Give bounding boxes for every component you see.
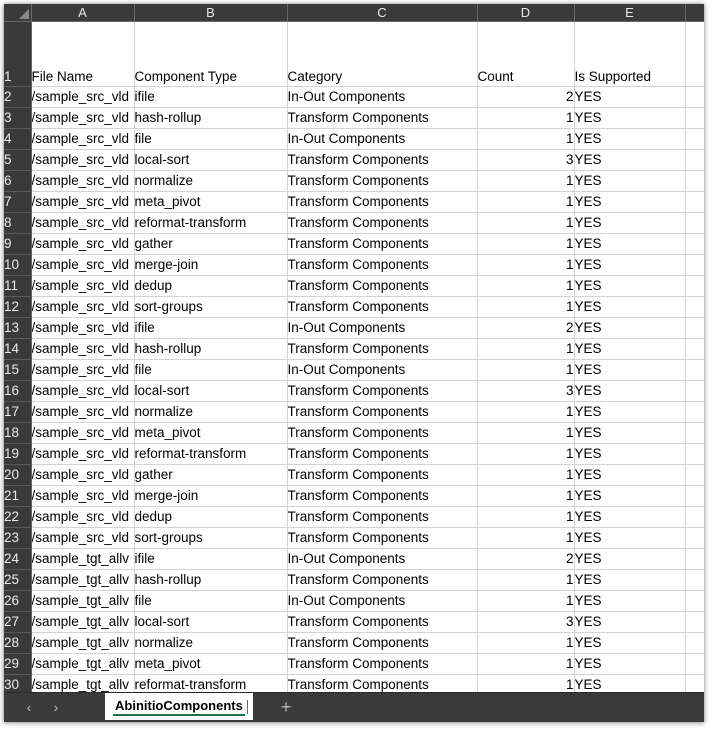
cell-count[interactable]: 1 bbox=[477, 422, 574, 443]
cell-component-type[interactable]: normalize bbox=[134, 632, 287, 653]
spreadsheet-window bbox=[4, 4, 704, 722]
cell-count[interactable]: 1 bbox=[477, 632, 574, 653]
cell-empty[interactable] bbox=[685, 296, 704, 317]
cell-empty[interactable] bbox=[685, 674, 704, 692]
row-header[interactable]: 22 bbox=[4, 506, 31, 527]
cell-count[interactable]: 2 bbox=[477, 86, 574, 107]
active-tab-indicator bbox=[113, 714, 245, 716]
cell-empty[interactable] bbox=[685, 611, 704, 632]
cell-component-type[interactable]: hash-rollup bbox=[134, 338, 287, 359]
table-row bbox=[4, 359, 704, 380]
row-header[interactable]: 13 bbox=[4, 317, 31, 338]
cell-empty[interactable] bbox=[685, 86, 704, 107]
cell-is-supported[interactable]: YES bbox=[574, 107, 685, 128]
cell-file-name[interactable]: /sample_src_vld bbox=[31, 380, 134, 401]
cell-category[interactable]: Transform Components bbox=[287, 254, 477, 275]
cell-file-name[interactable]: /sample_tgt_allv bbox=[31, 674, 134, 692]
row-header[interactable]: 27 bbox=[4, 611, 31, 632]
cell-component-type[interactable]: sort-groups bbox=[134, 527, 287, 548]
table-row bbox=[4, 569, 704, 590]
row-header[interactable]: 21 bbox=[4, 485, 31, 506]
table-row bbox=[4, 233, 704, 254]
cell-category[interactable]: In-Out Components bbox=[287, 86, 477, 107]
table-row bbox=[4, 86, 704, 107]
cell-is-supported[interactable]: YES bbox=[574, 254, 685, 275]
table-row bbox=[4, 317, 704, 338]
cell-empty[interactable] bbox=[685, 485, 704, 506]
table-row bbox=[4, 401, 704, 422]
header-row bbox=[4, 21, 704, 86]
cell-is-supported[interactable]: YES bbox=[574, 317, 685, 338]
row-header[interactable]: 23 bbox=[4, 527, 31, 548]
cell-component-type[interactable]: dedup bbox=[134, 506, 287, 527]
column-header-f[interactable] bbox=[685, 4, 704, 21]
cell-is-supported[interactable]: YES bbox=[574, 632, 685, 653]
cell-count[interactable]: 1 bbox=[477, 296, 574, 317]
cell-empty[interactable] bbox=[685, 254, 704, 275]
row-header[interactable]: 12 bbox=[4, 296, 31, 317]
cell-file-name[interactable]: /sample_src_vld bbox=[31, 338, 134, 359]
cell-category[interactable]: Transform Components bbox=[287, 485, 477, 506]
cell-component-type[interactable]: ifile bbox=[134, 548, 287, 569]
cell-count-header[interactable]: Count bbox=[477, 21, 574, 86]
cell-component-type[interactable]: normalize bbox=[134, 401, 287, 422]
cell-component-type-header[interactable]: Component Type bbox=[134, 21, 287, 86]
cell-file-name[interactable]: /sample_src_vld bbox=[31, 506, 134, 527]
table-row bbox=[4, 380, 704, 401]
cell-category[interactable]: In-Out Components bbox=[287, 359, 477, 380]
cell-category[interactable]: Transform Components bbox=[287, 611, 477, 632]
cell-is-supported[interactable]: YES bbox=[574, 674, 685, 692]
cell-empty[interactable] bbox=[685, 632, 704, 653]
row-header[interactable]: 17 bbox=[4, 401, 31, 422]
cell-file-name[interactable]: /sample_src_vld bbox=[31, 401, 134, 422]
cell-count[interactable]: 2 bbox=[477, 548, 574, 569]
cell-category[interactable]: Transform Components bbox=[287, 569, 477, 590]
cell-file-name[interactable]: /sample_src_vld bbox=[31, 212, 134, 233]
cell-component-type[interactable]: gather bbox=[134, 464, 287, 485]
cell-component-type[interactable]: meta_pivot bbox=[134, 191, 287, 212]
cell-empty[interactable] bbox=[685, 653, 704, 674]
cell-category[interactable]: Transform Components bbox=[287, 170, 477, 191]
chevron-left-icon[interactable]: ‹ bbox=[26, 699, 32, 715]
table-row bbox=[4, 506, 704, 527]
cell-category[interactable]: Transform Components bbox=[287, 212, 477, 233]
cell-is-supported[interactable]: YES bbox=[574, 338, 685, 359]
cell-component-type[interactable]: sort-groups bbox=[134, 296, 287, 317]
cell-empty[interactable] bbox=[685, 170, 704, 191]
cell-category[interactable]: Transform Components bbox=[287, 107, 477, 128]
cell-empty[interactable] bbox=[685, 506, 704, 527]
cell-component-type[interactable]: reformat-transform bbox=[134, 674, 287, 692]
cell-empty[interactable] bbox=[685, 338, 704, 359]
cell-is-supported[interactable]: YES bbox=[574, 86, 685, 107]
row-header[interactable]: 10 bbox=[4, 254, 31, 275]
cell-file-name[interactable]: /sample_src_vld bbox=[31, 359, 134, 380]
cell-file-name[interactable]: /sample_src_vld bbox=[31, 464, 134, 485]
column-header-c[interactable]: C bbox=[287, 4, 477, 21]
add-sheet-icon[interactable]: + bbox=[280, 697, 292, 717]
cell-category[interactable]: Transform Components bbox=[287, 506, 477, 527]
cell-component-type[interactable]: merge-join bbox=[134, 254, 287, 275]
cell-count[interactable]: 2 bbox=[477, 317, 574, 338]
cell-is-supported[interactable]: YES bbox=[574, 275, 685, 296]
cell-empty[interactable] bbox=[685, 107, 704, 128]
cell-is-supported[interactable]: YES bbox=[574, 191, 685, 212]
cell-category[interactable]: Transform Components bbox=[287, 296, 477, 317]
cell-count[interactable]: 1 bbox=[477, 233, 574, 254]
cell-file-name[interactable]: /sample_tgt_allv bbox=[31, 653, 134, 674]
cell-count[interactable]: 1 bbox=[477, 275, 574, 296]
row-header[interactable]: 18 bbox=[4, 422, 31, 443]
row-header[interactable]: 8 bbox=[4, 212, 31, 233]
row-header[interactable]: 16 bbox=[4, 380, 31, 401]
cell-category[interactable]: Transform Components bbox=[287, 149, 477, 170]
cell-empty[interactable] bbox=[685, 233, 704, 254]
cell-file-name[interactable]: /sample_tgt_allv bbox=[31, 590, 134, 611]
cell-file-name[interactable]: /sample_src_vld bbox=[31, 233, 134, 254]
cell-category-header[interactable]: Category bbox=[287, 21, 477, 86]
cell-count[interactable]: 1 bbox=[477, 338, 574, 359]
cell-category[interactable]: In-Out Components bbox=[287, 128, 477, 149]
cell-component-type[interactable]: hash-rollup bbox=[134, 107, 287, 128]
table-row bbox=[4, 611, 704, 632]
cell-is-supported[interactable]: YES bbox=[574, 569, 685, 590]
cell-count[interactable]: 3 bbox=[477, 611, 574, 632]
cell-empty[interactable] bbox=[685, 317, 704, 338]
cell-file-name[interactable]: /sample_tgt_allv bbox=[31, 632, 134, 653]
grid-area[interactable] bbox=[4, 4, 704, 692]
cell-empty[interactable] bbox=[685, 527, 704, 548]
row-header[interactable]: 11 bbox=[4, 275, 31, 296]
cell-is-supported[interactable]: YES bbox=[574, 149, 685, 170]
row-header[interactable]: 4 bbox=[4, 128, 31, 149]
cell-file-name[interactable]: /sample_tgt_allv bbox=[31, 611, 134, 632]
cell-component-type[interactable]: ifile bbox=[134, 317, 287, 338]
cell-empty[interactable] bbox=[685, 21, 704, 86]
table-row bbox=[4, 443, 704, 464]
cell-component-type[interactable]: file bbox=[134, 128, 287, 149]
sheet-tab-abinitiocomponents[interactable] bbox=[105, 693, 253, 720]
cell-count[interactable]: 1 bbox=[477, 569, 574, 590]
cell-is-supported[interactable]: YES bbox=[574, 212, 685, 233]
cell-is-supported[interactable]: YES bbox=[574, 170, 685, 191]
cell-count[interactable]: 1 bbox=[477, 653, 574, 674]
cell-component-type[interactable]: reformat-transform bbox=[134, 212, 287, 233]
cell-component-type[interactable]: local-sort bbox=[134, 611, 287, 632]
cell-count[interactable]: 1 bbox=[477, 674, 574, 692]
cell-file-name[interactable]: /sample_src_vld bbox=[31, 128, 134, 149]
cell-category[interactable]: Transform Components bbox=[287, 191, 477, 212]
table-row bbox=[4, 632, 704, 653]
cell-category[interactable]: Transform Components bbox=[287, 380, 477, 401]
cell-empty[interactable] bbox=[685, 548, 704, 569]
cell-is-supported[interactable]: YES bbox=[574, 422, 685, 443]
cell-file-name[interactable]: /sample_src_vld bbox=[31, 107, 134, 128]
cell-count[interactable]: 1 bbox=[477, 485, 574, 506]
cell-file-name[interactable]: /sample_src_vld bbox=[31, 485, 134, 506]
cell-category[interactable]: In-Out Components bbox=[287, 590, 477, 611]
column-header-b[interactable]: B bbox=[134, 4, 287, 21]
cell-file-name[interactable]: /sample_src_vld bbox=[31, 191, 134, 212]
cell-count[interactable]: 1 bbox=[477, 128, 574, 149]
cell-is-supported-header[interactable]: Is Supported bbox=[574, 21, 685, 86]
table-row bbox=[4, 653, 704, 674]
cell-category[interactable]: Transform Components bbox=[287, 422, 477, 443]
cell-empty[interactable] bbox=[685, 128, 704, 149]
row-header[interactable]: 24 bbox=[4, 548, 31, 569]
cell-empty[interactable] bbox=[685, 380, 704, 401]
cell-component-type[interactable]: hash-rollup bbox=[134, 569, 287, 590]
row-header[interactable]: 29 bbox=[4, 653, 31, 674]
row-header[interactable]: 14 bbox=[4, 338, 31, 359]
cell-is-supported[interactable]: YES bbox=[574, 653, 685, 674]
cell-component-type[interactable]: local-sort bbox=[134, 380, 287, 401]
cell-component-type[interactable]: local-sort bbox=[134, 149, 287, 170]
spreadsheet-grid bbox=[4, 4, 704, 692]
cell-file-name-header[interactable]: File Name bbox=[31, 21, 134, 86]
cell-component-type[interactable]: file bbox=[134, 359, 287, 380]
cell-count[interactable]: 1 bbox=[477, 401, 574, 422]
row-header[interactable]: 6 bbox=[4, 170, 31, 191]
cell-empty[interactable] bbox=[685, 422, 704, 443]
cell-count[interactable]: 1 bbox=[477, 359, 574, 380]
row-header[interactable]: 3 bbox=[4, 107, 31, 128]
cell-empty[interactable] bbox=[685, 401, 704, 422]
cell-empty[interactable] bbox=[685, 569, 704, 590]
cell-count[interactable]: 1 bbox=[477, 191, 574, 212]
cell-component-type[interactable]: merge-join bbox=[134, 485, 287, 506]
table-row bbox=[4, 107, 704, 128]
cell-empty[interactable] bbox=[685, 212, 704, 233]
table-row bbox=[4, 149, 704, 170]
cell-file-name[interactable]: /sample_src_vld bbox=[31, 254, 134, 275]
cell-component-type[interactable]: reformat-transform bbox=[134, 443, 287, 464]
cell-empty[interactable] bbox=[685, 590, 704, 611]
cell-is-supported[interactable]: YES bbox=[574, 485, 685, 506]
row-header[interactable]: 7 bbox=[4, 191, 31, 212]
row-header[interactable]: 15 bbox=[4, 359, 31, 380]
column-header-e[interactable]: E bbox=[574, 4, 685, 21]
cell-count[interactable]: 3 bbox=[477, 380, 574, 401]
table-row bbox=[4, 212, 704, 233]
cell-category[interactable]: In-Out Components bbox=[287, 548, 477, 569]
table-row bbox=[4, 422, 704, 443]
cell-is-supported[interactable]: YES bbox=[574, 590, 685, 611]
cell-count[interactable]: 1 bbox=[477, 464, 574, 485]
cell-empty[interactable] bbox=[685, 359, 704, 380]
row-header[interactable]: 20 bbox=[4, 464, 31, 485]
cell-is-supported[interactable]: YES bbox=[574, 464, 685, 485]
table-row bbox=[4, 548, 704, 569]
row-header[interactable]: 19 bbox=[4, 443, 31, 464]
cell-category[interactable]: Transform Components bbox=[287, 275, 477, 296]
cell-is-supported[interactable]: YES bbox=[574, 611, 685, 632]
cell-category[interactable]: Transform Components bbox=[287, 674, 477, 692]
cell-is-supported[interactable]: YES bbox=[574, 506, 685, 527]
cell-is-supported[interactable]: YES bbox=[574, 359, 685, 380]
cell-file-name[interactable]: /sample_src_vld bbox=[31, 527, 134, 548]
cell-file-name[interactable]: /sample_src_vld bbox=[31, 443, 134, 464]
sheet-tab-label: AbinitioComponents bbox=[115, 698, 243, 713]
cell-file-name[interactable]: /sample_src_vld bbox=[31, 296, 134, 317]
cell-category[interactable]: Transform Components bbox=[287, 233, 477, 254]
cell-component-type[interactable]: ifile bbox=[134, 86, 287, 107]
cell-empty[interactable] bbox=[685, 191, 704, 212]
cell-count[interactable]: 1 bbox=[477, 170, 574, 191]
cell-is-supported[interactable]: YES bbox=[574, 401, 685, 422]
cell-component-type[interactable]: normalize bbox=[134, 170, 287, 191]
select-all-corner[interactable] bbox=[4, 4, 31, 21]
cell-count[interactable]: 1 bbox=[477, 107, 574, 128]
cell-category[interactable]: Transform Components bbox=[287, 527, 477, 548]
cell-count[interactable]: 3 bbox=[477, 149, 574, 170]
table-row bbox=[4, 485, 704, 506]
table-row bbox=[4, 338, 704, 359]
table-row bbox=[4, 191, 704, 212]
cell-file-name[interactable]: /sample_src_vld bbox=[31, 86, 134, 107]
row-header[interactable]: 30 bbox=[4, 674, 31, 692]
row-header[interactable]: 2 bbox=[4, 86, 31, 107]
table-row bbox=[4, 590, 704, 611]
cell-file-name[interactable]: /sample_tgt_allv bbox=[31, 569, 134, 590]
cell-component-type[interactable]: file bbox=[134, 590, 287, 611]
table-row bbox=[4, 170, 704, 191]
row-header[interactable]: 9 bbox=[4, 233, 31, 254]
tab-divider bbox=[247, 700, 248, 714]
cell-file-name[interactable]: /sample_tgt_allv bbox=[31, 548, 134, 569]
row-header[interactable]: 5 bbox=[4, 149, 31, 170]
cell-empty[interactable] bbox=[685, 275, 704, 296]
cell-is-supported[interactable]: YES bbox=[574, 443, 685, 464]
cell-count[interactable]: 1 bbox=[477, 254, 574, 275]
cell-file-name[interactable]: /sample_src_vld bbox=[31, 317, 134, 338]
cell-category[interactable]: Transform Components bbox=[287, 443, 477, 464]
column-header-a[interactable]: A bbox=[31, 4, 134, 21]
sheet-tab-bar bbox=[4, 692, 704, 722]
cell-is-supported[interactable]: YES bbox=[574, 527, 685, 548]
cell-is-supported[interactable]: YES bbox=[574, 548, 685, 569]
cell-category[interactable]: Transform Components bbox=[287, 338, 477, 359]
cell-count[interactable]: 1 bbox=[477, 443, 574, 464]
table-row bbox=[4, 674, 704, 692]
row-header[interactable]: 25 bbox=[4, 569, 31, 590]
cell-component-type[interactable]: gather bbox=[134, 233, 287, 254]
cell-file-name[interactable]: /sample_src_vld bbox=[31, 422, 134, 443]
cell-count[interactable]: 1 bbox=[477, 527, 574, 548]
cell-file-name[interactable]: /sample_src_vld bbox=[31, 275, 134, 296]
cell-component-type[interactable]: meta_pivot bbox=[134, 422, 287, 443]
cell-empty[interactable] bbox=[685, 149, 704, 170]
column-header-d[interactable]: D bbox=[477, 4, 574, 21]
cell-empty[interactable] bbox=[685, 443, 704, 464]
cell-category[interactable]: Transform Components bbox=[287, 632, 477, 653]
cell-count[interactable]: 1 bbox=[477, 212, 574, 233]
table-row bbox=[4, 464, 704, 485]
cell-file-name[interactable]: /sample_src_vld bbox=[31, 149, 134, 170]
cell-category[interactable]: In-Out Components bbox=[287, 317, 477, 338]
cell-file-name[interactable]: /sample_src_vld bbox=[31, 170, 134, 191]
cell-category[interactable]: Transform Components bbox=[287, 653, 477, 674]
row-header[interactable]: 26 bbox=[4, 590, 31, 611]
cell-component-type[interactable]: meta_pivot bbox=[134, 653, 287, 674]
cell-is-supported[interactable]: YES bbox=[574, 128, 685, 149]
cell-is-supported[interactable]: YES bbox=[574, 296, 685, 317]
table-row bbox=[4, 527, 704, 548]
table-row bbox=[4, 254, 704, 275]
cell-empty[interactable] bbox=[685, 464, 704, 485]
cell-component-type[interactable]: dedup bbox=[134, 275, 287, 296]
table-row bbox=[4, 128, 704, 149]
row-header[interactable]: 28 bbox=[4, 632, 31, 653]
cell-count[interactable]: 1 bbox=[477, 590, 574, 611]
cell-category[interactable]: Transform Components bbox=[287, 401, 477, 422]
cell-is-supported[interactable]: YES bbox=[574, 233, 685, 254]
cell-is-supported[interactable]: YES bbox=[574, 380, 685, 401]
cell-category[interactable]: Transform Components bbox=[287, 464, 477, 485]
chevron-right-icon[interactable]: › bbox=[53, 699, 59, 715]
cell-count[interactable]: 1 bbox=[477, 506, 574, 527]
row-header[interactable]: 1 bbox=[4, 21, 31, 86]
table-row bbox=[4, 296, 704, 317]
table-row bbox=[4, 275, 704, 296]
